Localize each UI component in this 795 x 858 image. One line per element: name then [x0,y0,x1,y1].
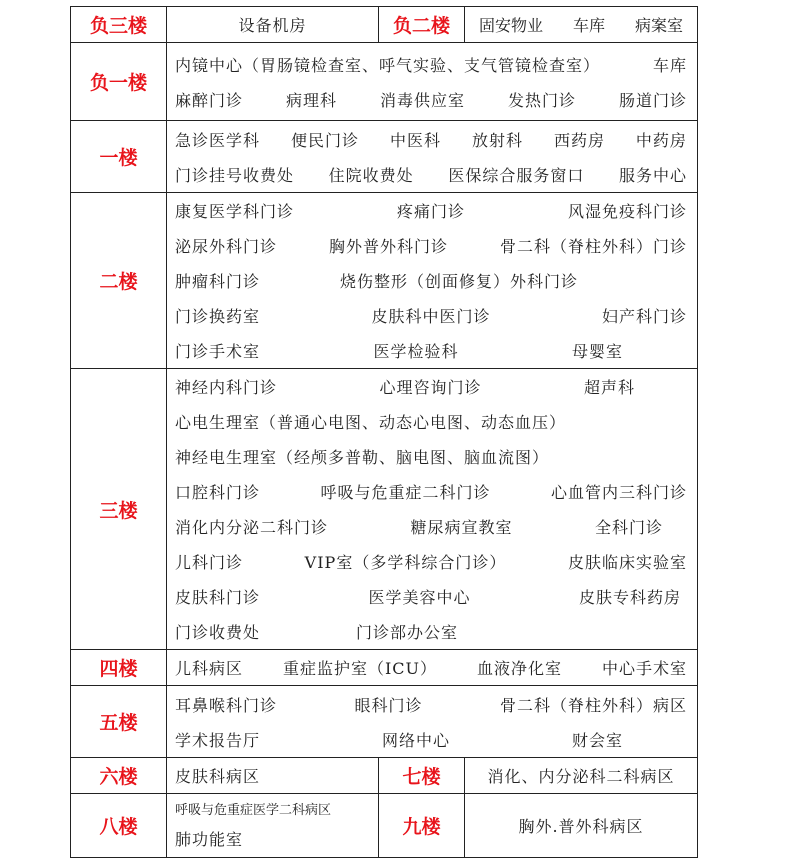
row-b3-b2 [71,7,698,43]
dept: 门诊收费处 [175,623,261,642]
dept: 神经电生理室（经颅多普勒、脑电图、脑血流图） [175,448,550,467]
dept: 口腔科门诊 [175,483,261,502]
floor-label-f8: 八楼 [71,794,167,858]
dept: 心血管内三科门诊 [550,483,687,502]
dept: 重症监护室（ICU） [282,659,438,678]
floor-label-f3: 三楼 [71,369,167,650]
dept: 门诊手术室 [175,342,261,361]
row-f2 [71,193,698,369]
dept: 西药房 [553,130,605,150]
floor-content-f5 [167,686,698,758]
dept: 血液净化室 [476,659,562,678]
dept: 全科门诊 [594,518,663,537]
dept: 风湿免疫科门诊 [567,202,687,221]
dept: 肿瘤科门诊 [175,272,261,291]
floor-content-b2 [465,7,698,43]
dept: 皮肤临床实验室 [567,553,687,572]
floor-label-f1: 一楼 [71,121,167,193]
dept: 车库 [652,55,687,75]
floor-content-f4 [167,650,698,686]
dept: 皮肤科门诊 [175,588,261,607]
dept: 病案室 [634,16,683,35]
dept: 门诊部办公室 [356,623,459,642]
dept: 中医科 [389,130,441,150]
dept: 呼吸与危重症医学二科病区 [175,802,332,818]
floor-label-f7: 七楼 [379,758,465,794]
dept: 妇产科门诊 [601,307,687,326]
floor-label-f6: 六楼 [71,758,167,794]
dept: 消化内分泌二科门诊 [175,518,329,537]
floor-label-f5: 五楼 [71,686,167,758]
dept: 神经内科门诊 [175,378,278,397]
row-f4 [71,650,698,686]
dept: 门诊挂号收费处 [175,165,295,185]
dept: 皮肤专科药房 [578,588,681,607]
floor-label-f4: 四楼 [71,650,167,686]
dept: 心电生理室（普通心电图、动态心电图、动态血压） [175,413,567,432]
dept: 医学美容中心 [368,588,471,607]
dept: 急诊医学科 [175,130,261,150]
dept: VIP室（多学科综合门诊） [304,553,507,572]
dept: 医保综合服务窗口 [448,165,585,185]
dept: 糖尿病宣教室 [410,518,513,537]
floor-content-b3: 设备机房 [167,7,379,43]
dept: 财会室 [571,730,623,750]
row-f8-f9 [71,794,698,858]
dept: 肺功能室 [175,829,244,849]
dept: 呼吸与危重症二科门诊 [320,483,491,502]
dept: 康复医学科门诊 [175,202,295,221]
dept: 病理科 [285,90,337,110]
dept: 固安物业 [479,16,544,35]
dept: 耳鼻喉科门诊 [175,695,278,715]
floor-label-b2: 负二楼 [379,7,465,43]
dept: 内镜中心（胃肠镜检查室、呼气实验、支气管镜检查室） [175,55,601,75]
row-f6-f7 [71,758,698,794]
dept: 门诊换药室 [175,307,261,326]
dept: 中心手术室 [601,659,687,678]
dept: 网络中心 [381,730,450,750]
dept: 便民门诊 [290,130,359,150]
dept: 车库 [572,16,605,35]
dept: 肠道门诊 [618,90,687,110]
floor-label-b1: 负一楼 [71,43,167,121]
dept: 麻醉门诊 [175,90,244,110]
dept: 骨二科（脊柱外科）病区 [499,695,687,715]
dept: 疼痛门诊 [396,202,465,221]
floor-content-b1 [167,43,698,121]
floor-content-f1 [167,121,698,193]
dept: 消毒供应室 [379,90,465,110]
floor-directory-table [70,6,698,858]
dept: 住院收费处 [328,165,414,185]
dept: 中药房 [635,130,687,150]
row-b1 [71,43,698,121]
floor-directory [70,6,697,849]
dept: 服务中心 [618,165,687,185]
dept: 泌尿外科门诊 [175,237,278,256]
dept: 学术报告厅 [175,730,261,750]
floor-content-f2 [167,193,698,369]
dept: 烧伤整形（创面修复）外科门诊 [340,272,579,291]
row-f3 [71,369,698,650]
floor-label-b3: 负三楼 [71,7,167,43]
row-f5 [71,686,698,758]
dept: 发热门诊 [507,90,576,110]
floor-content-f7: 消化、内分泌科二科病区 [465,758,698,794]
floor-content-f8 [167,794,379,858]
floor-label-f2: 二楼 [71,193,167,369]
floor-label-f9: 九楼 [379,794,465,858]
dept: 放射科 [471,130,523,150]
floor-content-f3 [167,369,698,650]
floor-content-f6: 皮肤科病区 [167,758,379,794]
dept: 医学检验科 [373,342,459,361]
row-f1 [71,121,698,193]
floor-content-f9: 胸外.普外科病区 [465,794,698,858]
dept: 心理咨询门诊 [379,378,482,397]
dept: 骨二科（脊柱外科）门诊 [499,237,687,256]
dept: 母婴室 [571,342,623,361]
dept: 胸外普外科门诊 [328,237,448,256]
dept: 皮肤科中医门诊 [371,307,491,326]
dept: 儿科门诊 [175,553,244,572]
dept: 儿科病区 [175,659,244,678]
dept: 眼科门诊 [354,695,423,715]
dept: 超声科 [583,378,635,397]
